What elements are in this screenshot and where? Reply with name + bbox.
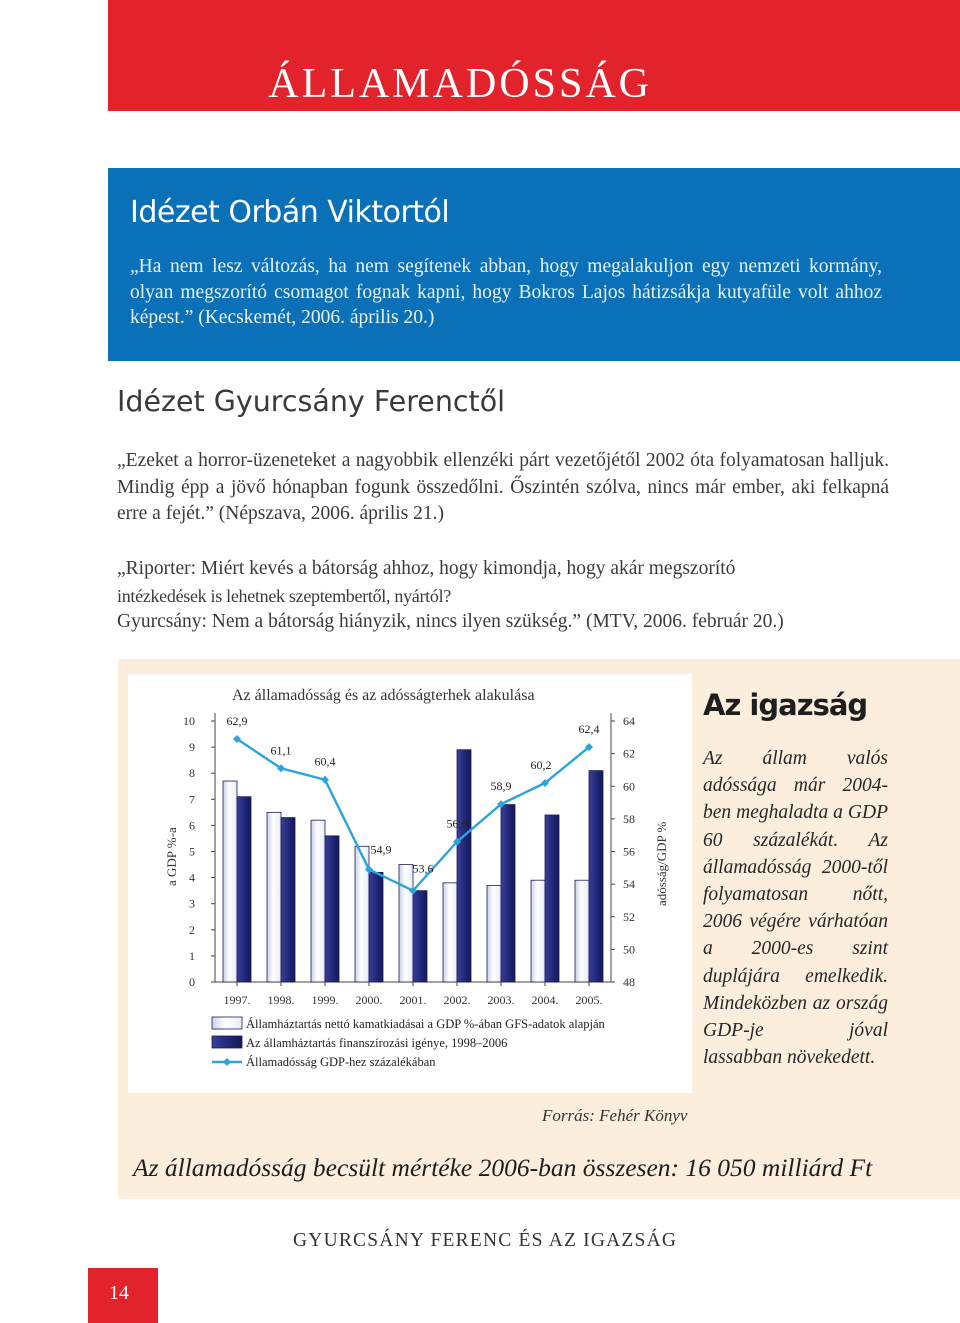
quote-2-line-3: Gyurcsány: Nem a bátorság hiányzik, nincs ilyen szükség.” (MTV, 2006. február 20.) [117,611,784,632]
chart-data-label: 60,2 [530,757,552,772]
quote-2-line-1: „Riporter: Miért kevés a bátorság ahhoz, hogy kimondja, hogy akár megszorító [117,558,736,579]
quote-2-line-2: intézkedések is lehetnek szeptembertől, nyártól? [117,585,451,606]
chart-y-tick-label-left: 7 [189,792,195,807]
orban-heading: Idézet Orbán Viktortól [130,195,450,230]
legend-label: Államadósság GDP-hez százalékában [246,1055,436,1069]
chart-y-tick-label-left: 6 [189,818,195,833]
chart-y-tick-label-left: 3 [189,896,195,911]
chart-y-tick-label-right: 64 [623,714,635,728]
chart-x-tick-label: 1999. [311,993,339,1007]
chart-data-label: 62,4 [578,722,600,737]
chart-data-label: 53,6 [412,861,434,876]
chart-x-tick-label: 2004. [531,993,559,1007]
chart-x-tick-label: 2003. [487,993,515,1007]
chart-y-tick-label-left: 8 [189,766,195,781]
gyurcsany-heading: Idézet Gyurcsány Ferenctől [117,385,506,418]
chart-y-tick-label-left: 9 [189,740,195,755]
chart-bar-financing [413,891,427,982]
chart-y-label-right: adósság/GDP % [654,821,669,906]
chart-y-tick-label-left: 4 [189,870,195,885]
chart-data-label: 62,9 [226,713,248,728]
footer-title: GYURCSÁNY FERENC ÉS AZ IGAZSÁG [293,1230,678,1251]
orban-quote-section [108,168,960,361]
chart-bar-interest [487,885,501,982]
legend-swatch [212,1036,242,1048]
chart-bar-financing [237,797,251,982]
chart-y-tick-label-left: 5 [189,844,195,859]
chart-bar-financing [281,818,295,982]
chart-data-label: 56,6 [446,816,468,831]
chart-bar-interest [399,865,413,982]
chart-x-tick-label: 2005. [575,993,603,1007]
chart-bar-financing [501,805,515,982]
chart-y-tick-label-right: 52 [623,909,635,924]
chart-y-label-left: a GDP %-a [164,827,179,886]
chart-data-label: 61,1 [270,743,292,758]
chart-bar-financing [589,771,603,982]
chart-x-tick-label: 2001. [399,993,427,1007]
page-number: 14 [109,1282,129,1304]
gyurcsany-quote-1: „Ezeket a horror-üzeneteket a nagyobbik ellenzéki párt vezetőjétől 2002 óta folyamatosan halljuk. Mindig épp a jövő hónapban fogunk összedőlni. Őszintén szólva, nincs már ember, aki felkapná erre a fejét.” (Népszava, 2006. április 21.) [117,450,889,524]
chart-y-tick-label-left: 1 [189,948,195,963]
chart-bar-financing [545,815,559,982]
chart-bar-interest [223,781,237,982]
chart-bar-financing [369,872,383,982]
gyurcsany-quote-2 [117,556,889,636]
chart-title: Az államadósság és az adósságterhek alakulása [232,687,535,704]
page-number-badge [88,1268,158,1323]
page-title: ÁLLAMADÓSSÁG [268,61,652,107]
chart-y-tick-label-right: 58 [623,811,635,826]
chart-bar-interest [311,820,325,982]
chart-data-label: 54,9 [370,842,392,857]
chart-y-tick-label-right: 50 [623,942,635,957]
chart-y-tick-label-right: 54 [623,877,635,892]
chart-x-tick-label: 2002. [443,993,471,1007]
chart-bar-interest [531,880,545,982]
chart-y-tick-label-right: 48 [623,975,635,989]
chart-debt-point [321,776,329,784]
chart-y-tick-label-left: 2 [189,922,195,937]
chart-bar-interest [443,883,457,982]
chart-x-tick-label: 1997. [223,993,251,1007]
chart-data-label: 58,9 [490,779,512,794]
legend-swatch [212,1017,242,1029]
chart-y-tick-label-left: 0 [189,975,195,989]
orban-quote: „Ha nem lesz változás, ha nem segítenek abban, hogy megalakuljon egy nemzeti kormány, olyan megszorító csomagot fognak kapni, hogy Bokros Lajos hátizsákja kutyafüle volt ahhoz képest.” (Kecskemét, 2006. április 20.) [130,256,882,328]
chart-source: Forrás: Fehér Könyv [542,1106,688,1125]
chart-y-tick-label-right: 56 [623,844,635,859]
debt-summary: Az államadósság becsült mértéke 2006-ban összesen: 16 050 milliárd Ft [133,1153,873,1182]
chart-y-tick-label-left: 10 [183,714,195,728]
chart-bar-financing [325,836,339,982]
debt-chart [128,674,692,1093]
chart-bar-interest [575,880,589,982]
chart-y-tick-label-right: 62 [623,746,635,761]
header-banner [108,0,960,111]
debt-chart-svg [128,674,692,1093]
chart-bar-interest [267,812,281,982]
chart-data-label: 60,4 [314,754,336,769]
legend-marker [223,1058,231,1066]
chart-y-tick-label-right: 60 [623,779,635,794]
chart-x-tick-label: 2000. [355,993,383,1007]
legend-label: Az államháztartás finanszírozási igénye, 1998–2006 [246,1036,508,1050]
chart-bar-financing [457,750,471,982]
legend-label: Államháztartás nettó kamatkiadásai a GDP %-ában GFS-adatok alapján [246,1017,605,1031]
chart-x-tick-label: 1998. [267,993,295,1007]
truth-title: Az igazság [703,688,868,722]
truth-text: Az állam valós adóssága már 2004-ben meghaladta a GDP 60 százalékát. Az államadósság 2000-től folyamatosan nőtt, 2006 végére várhatóan a 2000-es szint duplájára emelkedik. Mindeközben az ország GDP-je jóval lassabban növekedett. [703,748,888,1069]
